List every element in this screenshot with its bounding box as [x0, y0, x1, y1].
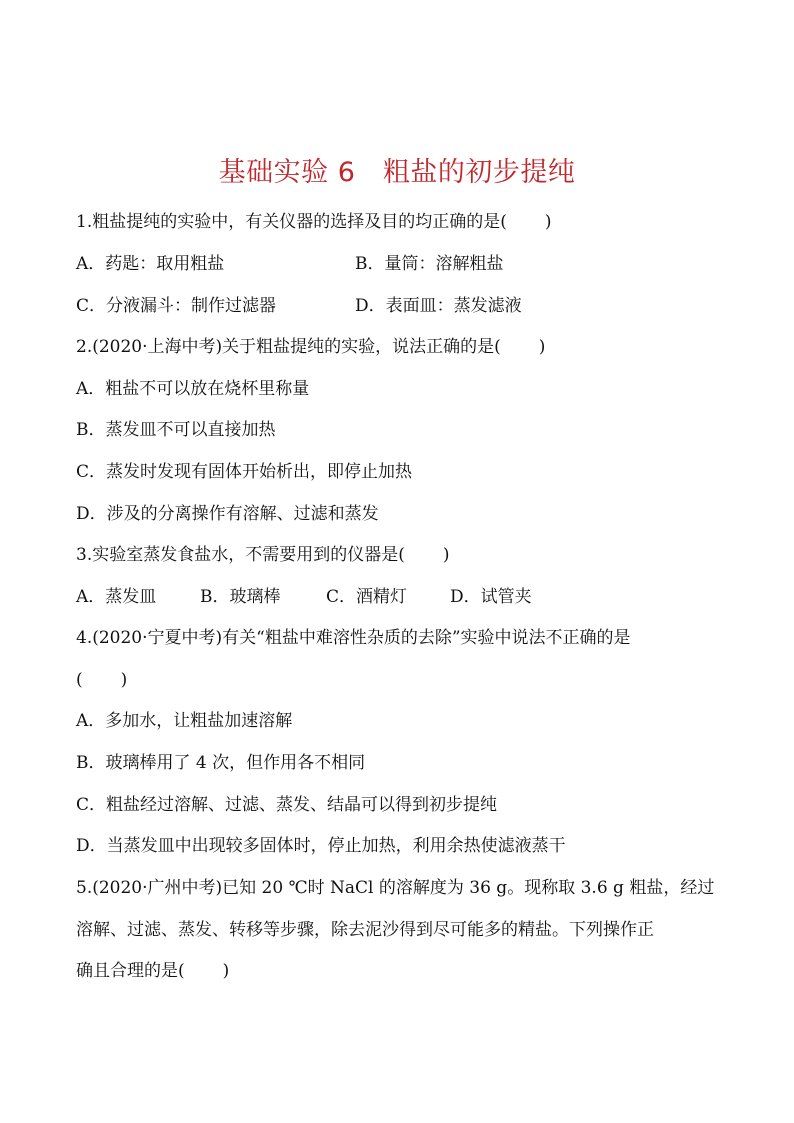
question-1-option-d: D．表面皿：蒸发滤液 — [355, 296, 522, 316]
question-1-option-b: B．量筒：溶解粗盐 — [355, 254, 504, 274]
question-4-stem-blank: ( ) — [76, 670, 128, 690]
question-4-option-b: B．玻璃棒用了 4 次，但作用各不相同 — [76, 753, 366, 773]
question-3-option-b: B．玻璃棒 — [200, 587, 281, 607]
question-2-option-d: D．涉及的分离操作有溶解、过滤和蒸发 — [76, 504, 379, 524]
question-4-stem: 4.(2020·宁夏中考)有关“粗盐中难溶性杂质的去除”实验中说法不正确的是 — [76, 628, 631, 648]
question-4-option-c: C．粗盐经过溶解、过滤、蒸发、结晶可以得到初步提纯 — [76, 795, 498, 815]
question-2-stem: 2.(2020·上海中考)关于粗盐提纯的实验，说法正确的是( ) — [76, 337, 546, 357]
question-3-option-d: D．试管夹 — [450, 587, 532, 607]
question-5-stem-line-2: 溶解、过滤、蒸发、转移等步骤，除去泥沙得到尽可能多的精盐。下列操作正 — [76, 920, 654, 940]
page-title: 基础实验 6 粗盐的初步提纯 — [218, 157, 576, 188]
question-2-option-a: A．粗盐不可以放在烧杯里称量 — [76, 379, 310, 399]
question-4-option-d: D．当蒸发皿中出现较多固体时，停止加热，利用余热使滤液蒸干 — [76, 836, 566, 856]
question-4-option-a: A．多加水，让粗盐加速溶解 — [76, 711, 293, 731]
question-2-option-c: C．蒸发时发现有固体开始析出，即停止加热 — [76, 462, 413, 482]
question-5-stem-line-3: 确且合理的是( ) — [76, 961, 230, 981]
question-3-option-a: A．蒸发皿 — [76, 587, 157, 607]
question-3-stem: 3.实验室蒸发食盐水，不需要用到的仪器是( ) — [76, 545, 450, 565]
question-5-stem-line-1: 5.(2020·广州中考)已知 20 ℃时 NaCl 的溶解度为 36 g。现称取 3.6 g 粗盐，经过 — [76, 878, 715, 898]
question-1-option-a: A．药匙：取用粗盐 — [76, 254, 225, 274]
question-3-option-c: C．酒精灯 — [326, 587, 408, 607]
question-2-option-b: B．蒸发皿不可以直接加热 — [76, 420, 276, 440]
question-1-option-c: C．分液漏斗：制作过滤器 — [76, 296, 277, 316]
question-1-stem: 1.粗盐提纯的实验中，有关仪器的选择及目的均正确的是( ) — [76, 212, 552, 232]
